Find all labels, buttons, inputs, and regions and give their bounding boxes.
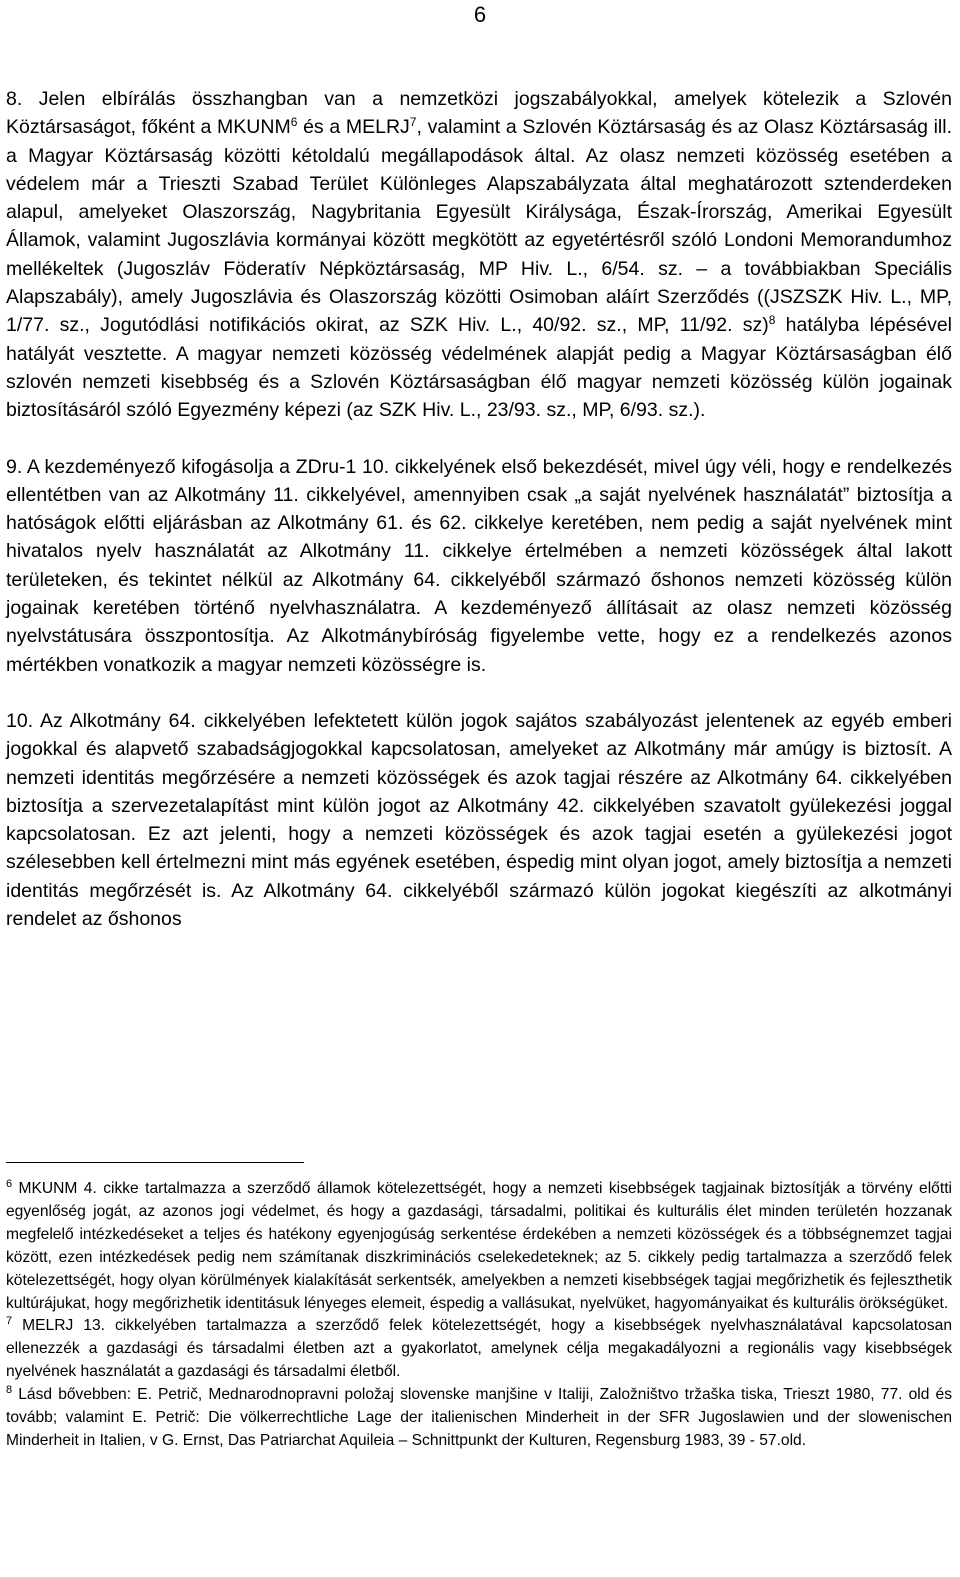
footnote-6 <box>6 1178 952 1315</box>
paragraph-8-part-2: és a MELRJ <box>297 116 410 139</box>
footnote-ref-7: 7 <box>409 115 417 130</box>
footnote-8-mark: 8 <box>6 1384 13 1397</box>
page-number: 6 <box>473 2 487 27</box>
footnote-7-text: MELRJ 13. cikkelyében tartalmazza a szerződő felek kötelezettségét, hogy a kisebbségek nyelvhasználatával kapcsolatosan ellenezzék a gazdasági és társadalmi életben azt a gyakorlatot, amelynek célja megakadályozni a regionális vagy kisebbségek nyelvének használatát a gazdasági és társadalmi életből. <box>6 1317 952 1381</box>
footnote-ref-8: 8 <box>768 313 776 328</box>
footnote-6-mark: 6 <box>6 1178 13 1190</box>
paragraph-8-part-1: 8. Jelen elbírálás összhangban van a nemzetközi jogszabályokkal, amelyek kötelezik a Szlovén Köztársaságot, főként a MKUNM <box>6 88 952 139</box>
paragraph-10: 10. Az Alkotmány 64. cikkelyében lefektetett külön jogok sajátos szabályozást jelentenek az egyéb emberi jogokkal és alapvető szabadságjogokkal kapcsolatosan, amelyeket az Alkotmány már amúgy is biztosít. A nemzeti identitás megőrzésére a nemzeti közösségek és azok tagjai részére az Alkotmány 64. cikkelyében biztosítja a szervezetalapítást mint külön jogot az Alkotmány 42. cikkelyében szavatolt gyülekezési joggal kapcsolatosan. Ez azt jelenti, hogy a nemzeti közösségek és azok tagjai esetén a gyülekezési jogot szélesebben kell értelmezni mint más egyének esetében, éspedig mint olyan jogot, amely biztosítja a nemzeti identitás megőrzését is. Az Alkotmány 64. cikkelyéből származó külön jogokat kiegészíti az alkotmányi rendelet az őshonos <box>6 709 952 931</box>
footnote-8-text: Lásd bővebben: E. Petrič, Mednarodnopravni položaj slovenske manjšine v Italiji, Založništvo tržaška tiska, Trieszt 1980, 77. old és tovább; valamint E. Petrič: Die völkerrechtliche Lage der italienischen Minderheit in der SFR Jugoslawien und der slowenischen Minderheit in Italien, v G. Ernst, Das Patriarchat Aquileia – Schnittpunkt der Kulturen, Regensburg 1983, 39 - 57.old. <box>6 1386 952 1449</box>
footnote-8 <box>6 1384 952 1453</box>
paragraph-9: 9. A kezdeményező kifogásolja a ZDru-1 10. cikkelyének első bekezdését, mivel úgy véli, hogy e rendelkezés ellentétben van az Alkotmány 11. cikkelyével, amennyiben csak „a saját nyelvének használatát” biztosítja a hatóságok előtti eljárásban az Alkotmány 61. és 62. cikkelye keretében, nem pedig a saját nyelvének mint hivatalos nyelv használatát az Alkotmány 11. cikkelye értelmében a nemzeti közösségek által lakott területeken, és tekintet nélkül az Alkotmány 64. cikkelyéből származó őshonos nemzeti közösség külön jogainak keretében történő nyelvhasználatra. A kezdeményező állításait az olasz nemzeti közösség nyelvstátusára összpontosítja. Az Alkotmánybíróság figyelembe vette, hogy ez a rendelkezés azonos mértékben vonatkozik a magyar nemzeti közösségre is. <box>6 455 952 676</box>
paragraph-8-part-4: hatályba lépésével hatályát vesztette. A magyar nemzeti közösség védelmének alapját pedig a Magyar Köztársaságban élő szlovén nemzeti kisebbség és a Szlovén Köztársaságban élő magyar nemzeti közösség külön jogainak biztosításáról szóló Egyezmény képezi (az SZK Hiv. L., 23/93. sz., MP, 6/93. sz.). <box>6 314 952 422</box>
footnote-ref-6: 6 <box>290 115 298 130</box>
paragraph-8 <box>6 85 952 425</box>
footnote-separator <box>6 1162 304 1163</box>
footnote-6-text: MKUNM 4. cikke tartalmazza a szerződő államok kötelezettségét, hogy a nemzeti kisebbségek tagjainak biztosítják a törvény előtti egyenlőség jogát, az azonos jogi védelmet, és hogy a gazdasági, társadalmi, politikai és kulturális élet minden területén hozzanak megfelelő intézkedéseket a teljes és hatékony egyenjogúság serkentése érdekében a nemzeti közösségek és a többségnemzet tagjai között, ezen intézkedések pedig nem számítanak diszkriminációs cselekedeteknek; az 5. cikkely pedig tartalmazza a szerződő felek kötelezettségét, hogy olyan körülmények kialakítását serkentsék, amelyekben a nemzeti kisebbségek tagjai megőrizhetik és fejleszthetik kultúrájukat, hogy megőrizhetik identitásuk lényeges elemeit, éspedig a vallásukat, nyelvüket, hagyományaikat és kulturális örökségüket. <box>6 1180 952 1312</box>
body-text <box>6 85 952 933</box>
footnote-7 <box>6 1315 952 1384</box>
paragraph-8-part-3: , valamint a Szlovén Köztársaság és az Olasz Köztársaság ill. a Magyar Köztársaság közötti kétoldalú megállapodások által. Az olasz nemzeti közösség esetében a védelem már a Trieszti Szabad Terület Különleges Alapszabályzata által meghatározott sztenderdeken alapul, amelyeket Olaszország, Nagybritania Egyesült Királysága, Észak-Írország, Amerikai Egyesült Államok, valamint Jugoszlávia kormányai között megkötött az egyetértésről szóló Londoni Memorandumhoz mellékeltek (Jugoszláv Föderatív Népköztársaság, MP Hiv. L., 6/54. sz. – a továbbiakban Speciális Alapszabály), amely Jugoszlávia és Olaszország közötti Osimoban aláírt Szerződés ((JSZSZK Hiv. L., MP, 1/77. sz., Jogutódlási notifikációs okirat, az SZK Hiv. L., 40/92. sz., MP, 11/92. sz) <box>6 116 953 337</box>
footnote-7-mark: 7 <box>6 1315 13 1328</box>
footnotes <box>6 1178 952 1453</box>
